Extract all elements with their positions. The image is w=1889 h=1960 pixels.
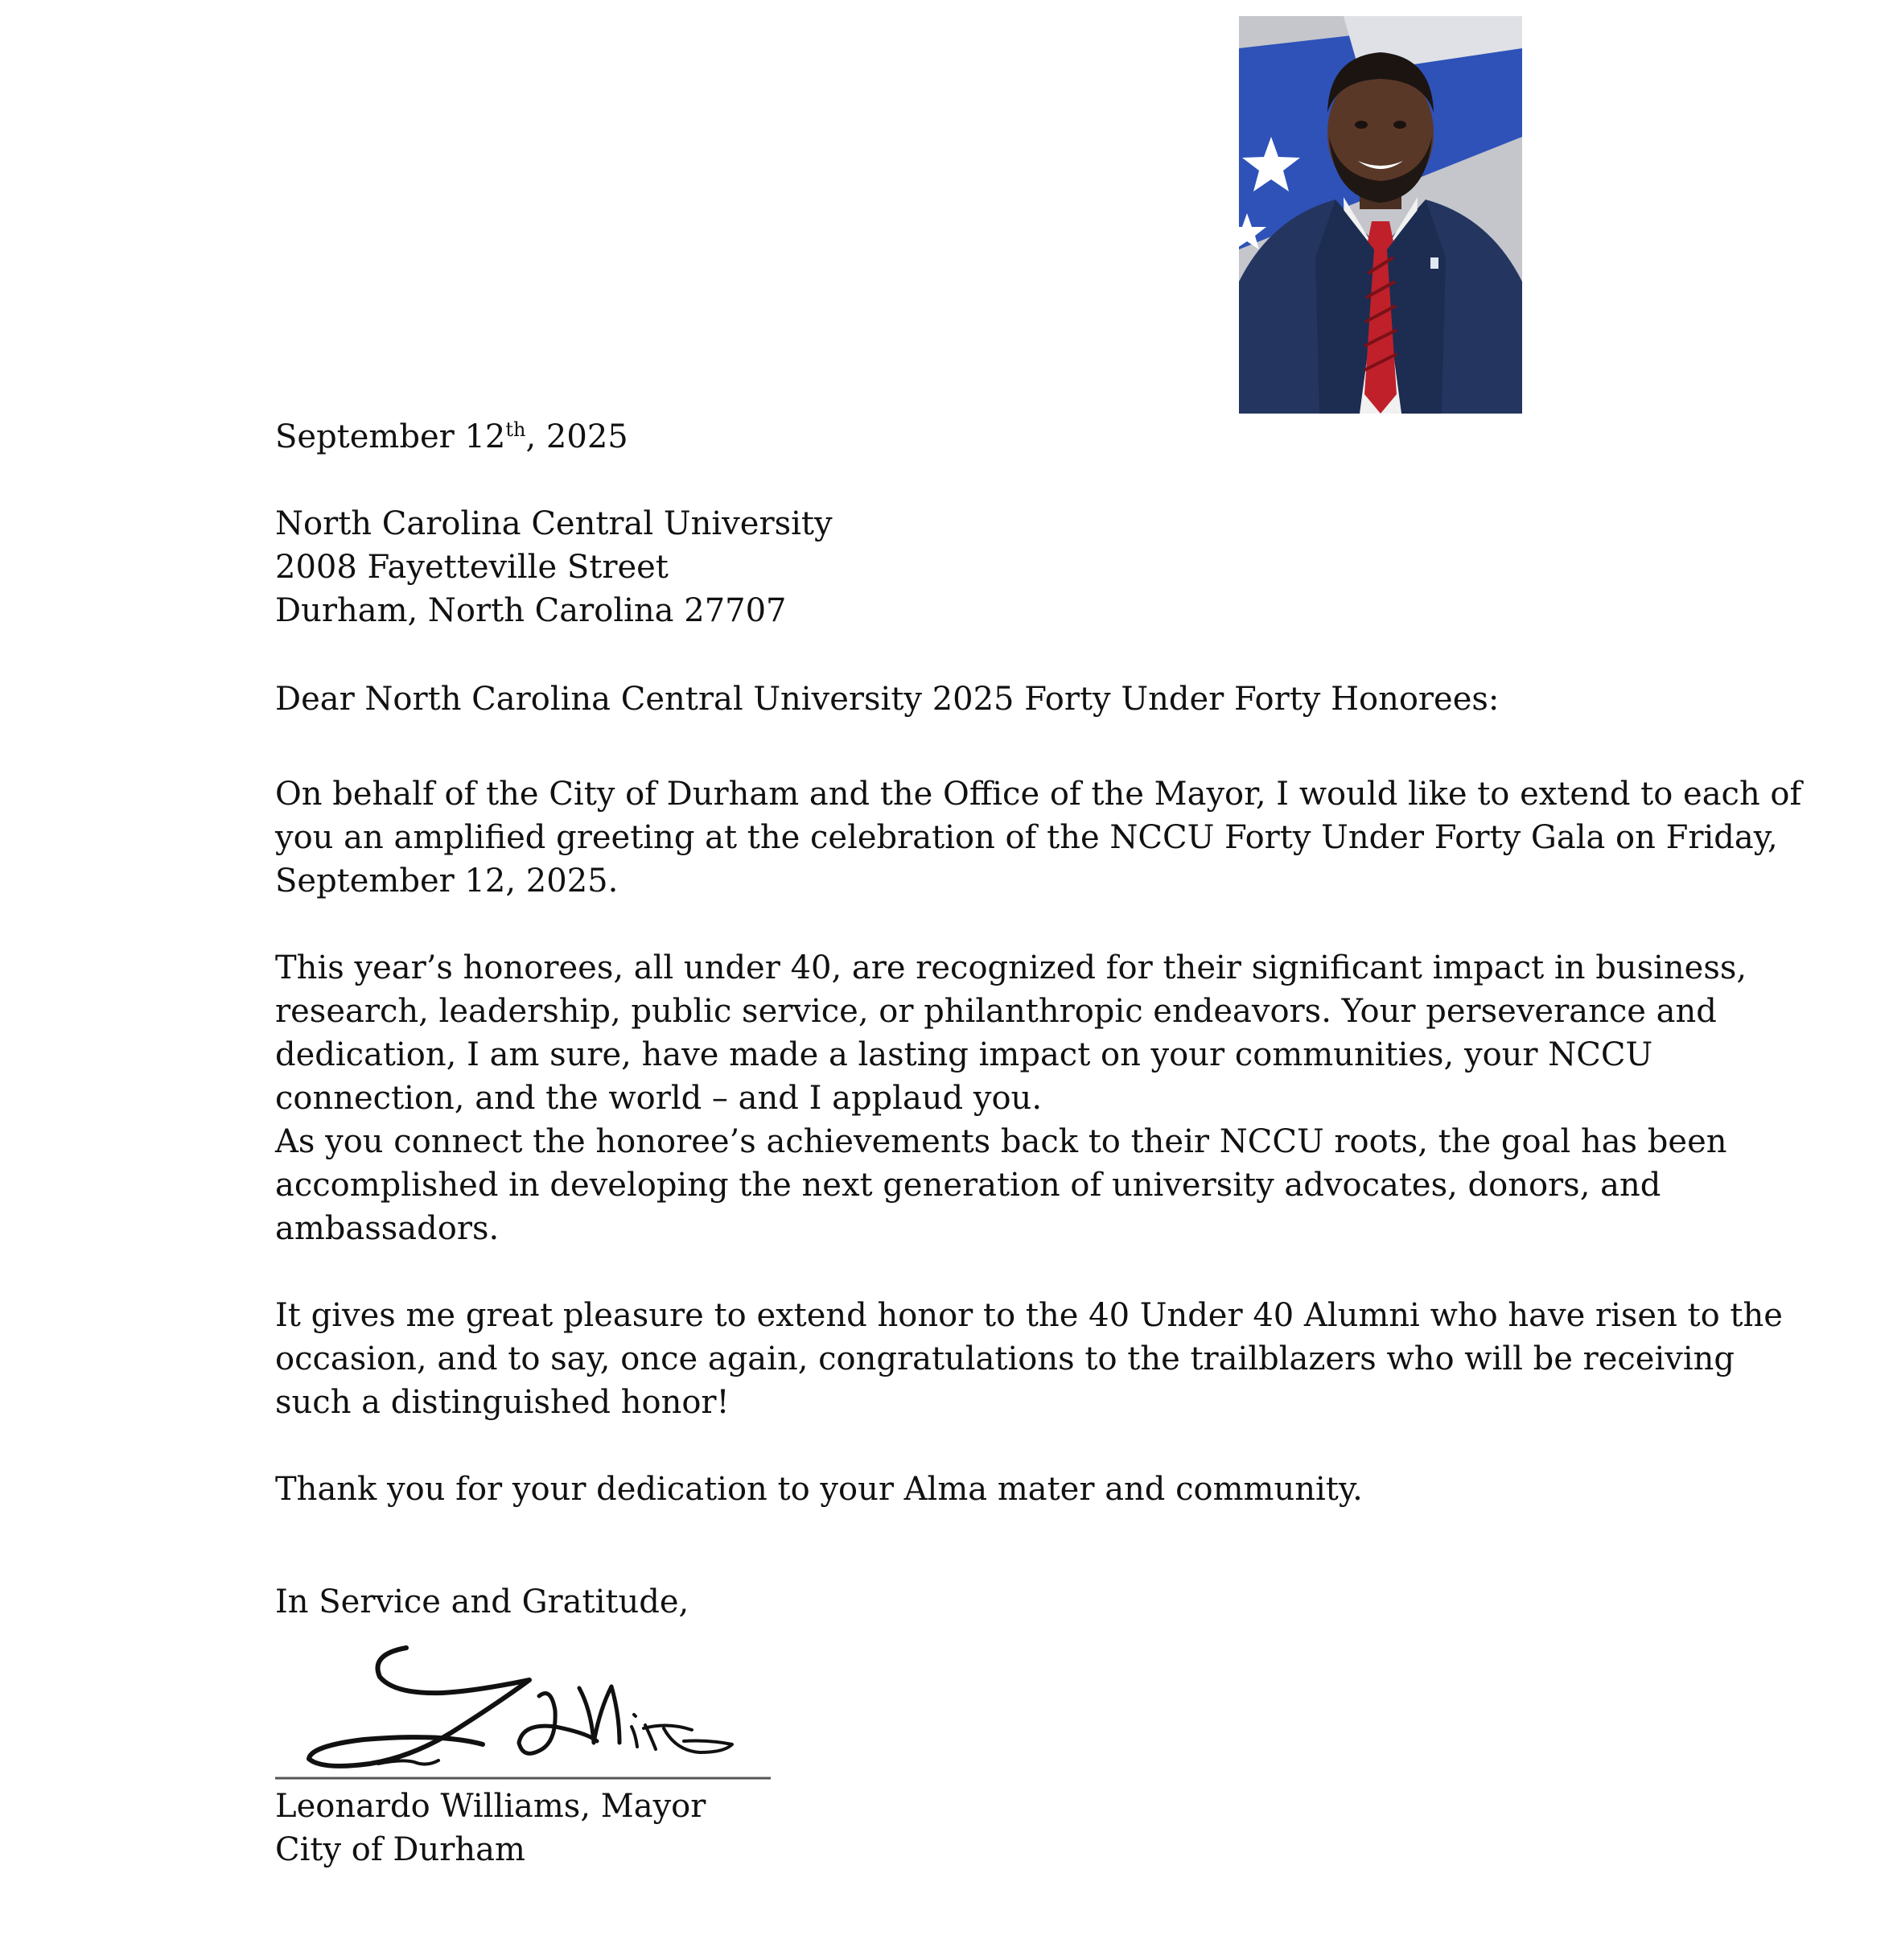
letter-date bbox=[275, 415, 1723, 459]
address-line-1: North Carolina Central University bbox=[275, 505, 833, 542]
paragraph-line: accomplished in developing the next generation of university advocates, donors, and bbox=[275, 1167, 1661, 1204]
body-paragraph-4: Thank you for your dedication to your Alma mater and community. bbox=[275, 1471, 1363, 1508]
mayor-portrait-photo bbox=[1239, 16, 1522, 414]
handwritten-signature bbox=[274, 1638, 772, 1783]
paragraph-line: occasion, and to say, once again, congratulations to the trailblazers who will be receiving bbox=[275, 1340, 1735, 1377]
paragraph-line: As you connect the honoree’s achievements back to their NCCU roots, the goal has been bbox=[275, 1123, 1727, 1160]
date-year: , 2025 bbox=[525, 418, 628, 455]
recipient-address bbox=[275, 502, 1723, 632]
salutation: Dear North Carolina Central University 2025 Forty Under Forty Honorees: bbox=[275, 681, 1500, 718]
date-month-day: September 12 bbox=[275, 418, 506, 455]
address-line-3: Durham, North Carolina 27707 bbox=[275, 592, 787, 629]
closing: In Service and Gratitude, bbox=[275, 1583, 689, 1620]
paragraph-line: research, leadership, public service, or philanthropic endeavors. Your perseverance and bbox=[275, 993, 1717, 1030]
signatory-name-title: Leonardo Williams, Mayor bbox=[275, 1788, 706, 1825]
paragraph-line: connection, and the world – and I applaud you. bbox=[275, 1080, 1043, 1117]
paragraph-line: such a distinguished honor! bbox=[275, 1384, 730, 1421]
paragraph-line: dedication, I am sure, have made a lasting impact on your communities, your NCCU bbox=[275, 1036, 1653, 1073]
body-paragraph-2 bbox=[275, 946, 1747, 1250]
signatory-organization: City of Durham bbox=[275, 1831, 525, 1868]
date-suffix: th bbox=[505, 418, 526, 441]
paragraph-line: you an amplified greeting at the celebration of the NCCU Forty Under Forty Gala on Friday, bbox=[275, 819, 1778, 856]
address-line-2: 2008 Fayetteville Street bbox=[275, 549, 669, 586]
signatory-block bbox=[275, 1785, 1723, 1871]
paragraph-line: ambassadors. bbox=[275, 1210, 500, 1247]
paragraph-line: On behalf of the City of Durham and the Office of the Mayor, I would like to extend to each of bbox=[275, 776, 1802, 813]
paragraph-line: It gives me great pleasure to extend honor to the 40 Under 40 Alumni who have risen to the bbox=[275, 1297, 1783, 1334]
body-paragraph-3 bbox=[275, 1294, 1783, 1424]
paragraph-line: This year’s honorees, all under 40, are recognized for their significant impact in business, bbox=[275, 949, 1747, 986]
body-paragraph-1 bbox=[275, 772, 1802, 903]
paragraph-line: September 12, 2025. bbox=[275, 863, 619, 900]
